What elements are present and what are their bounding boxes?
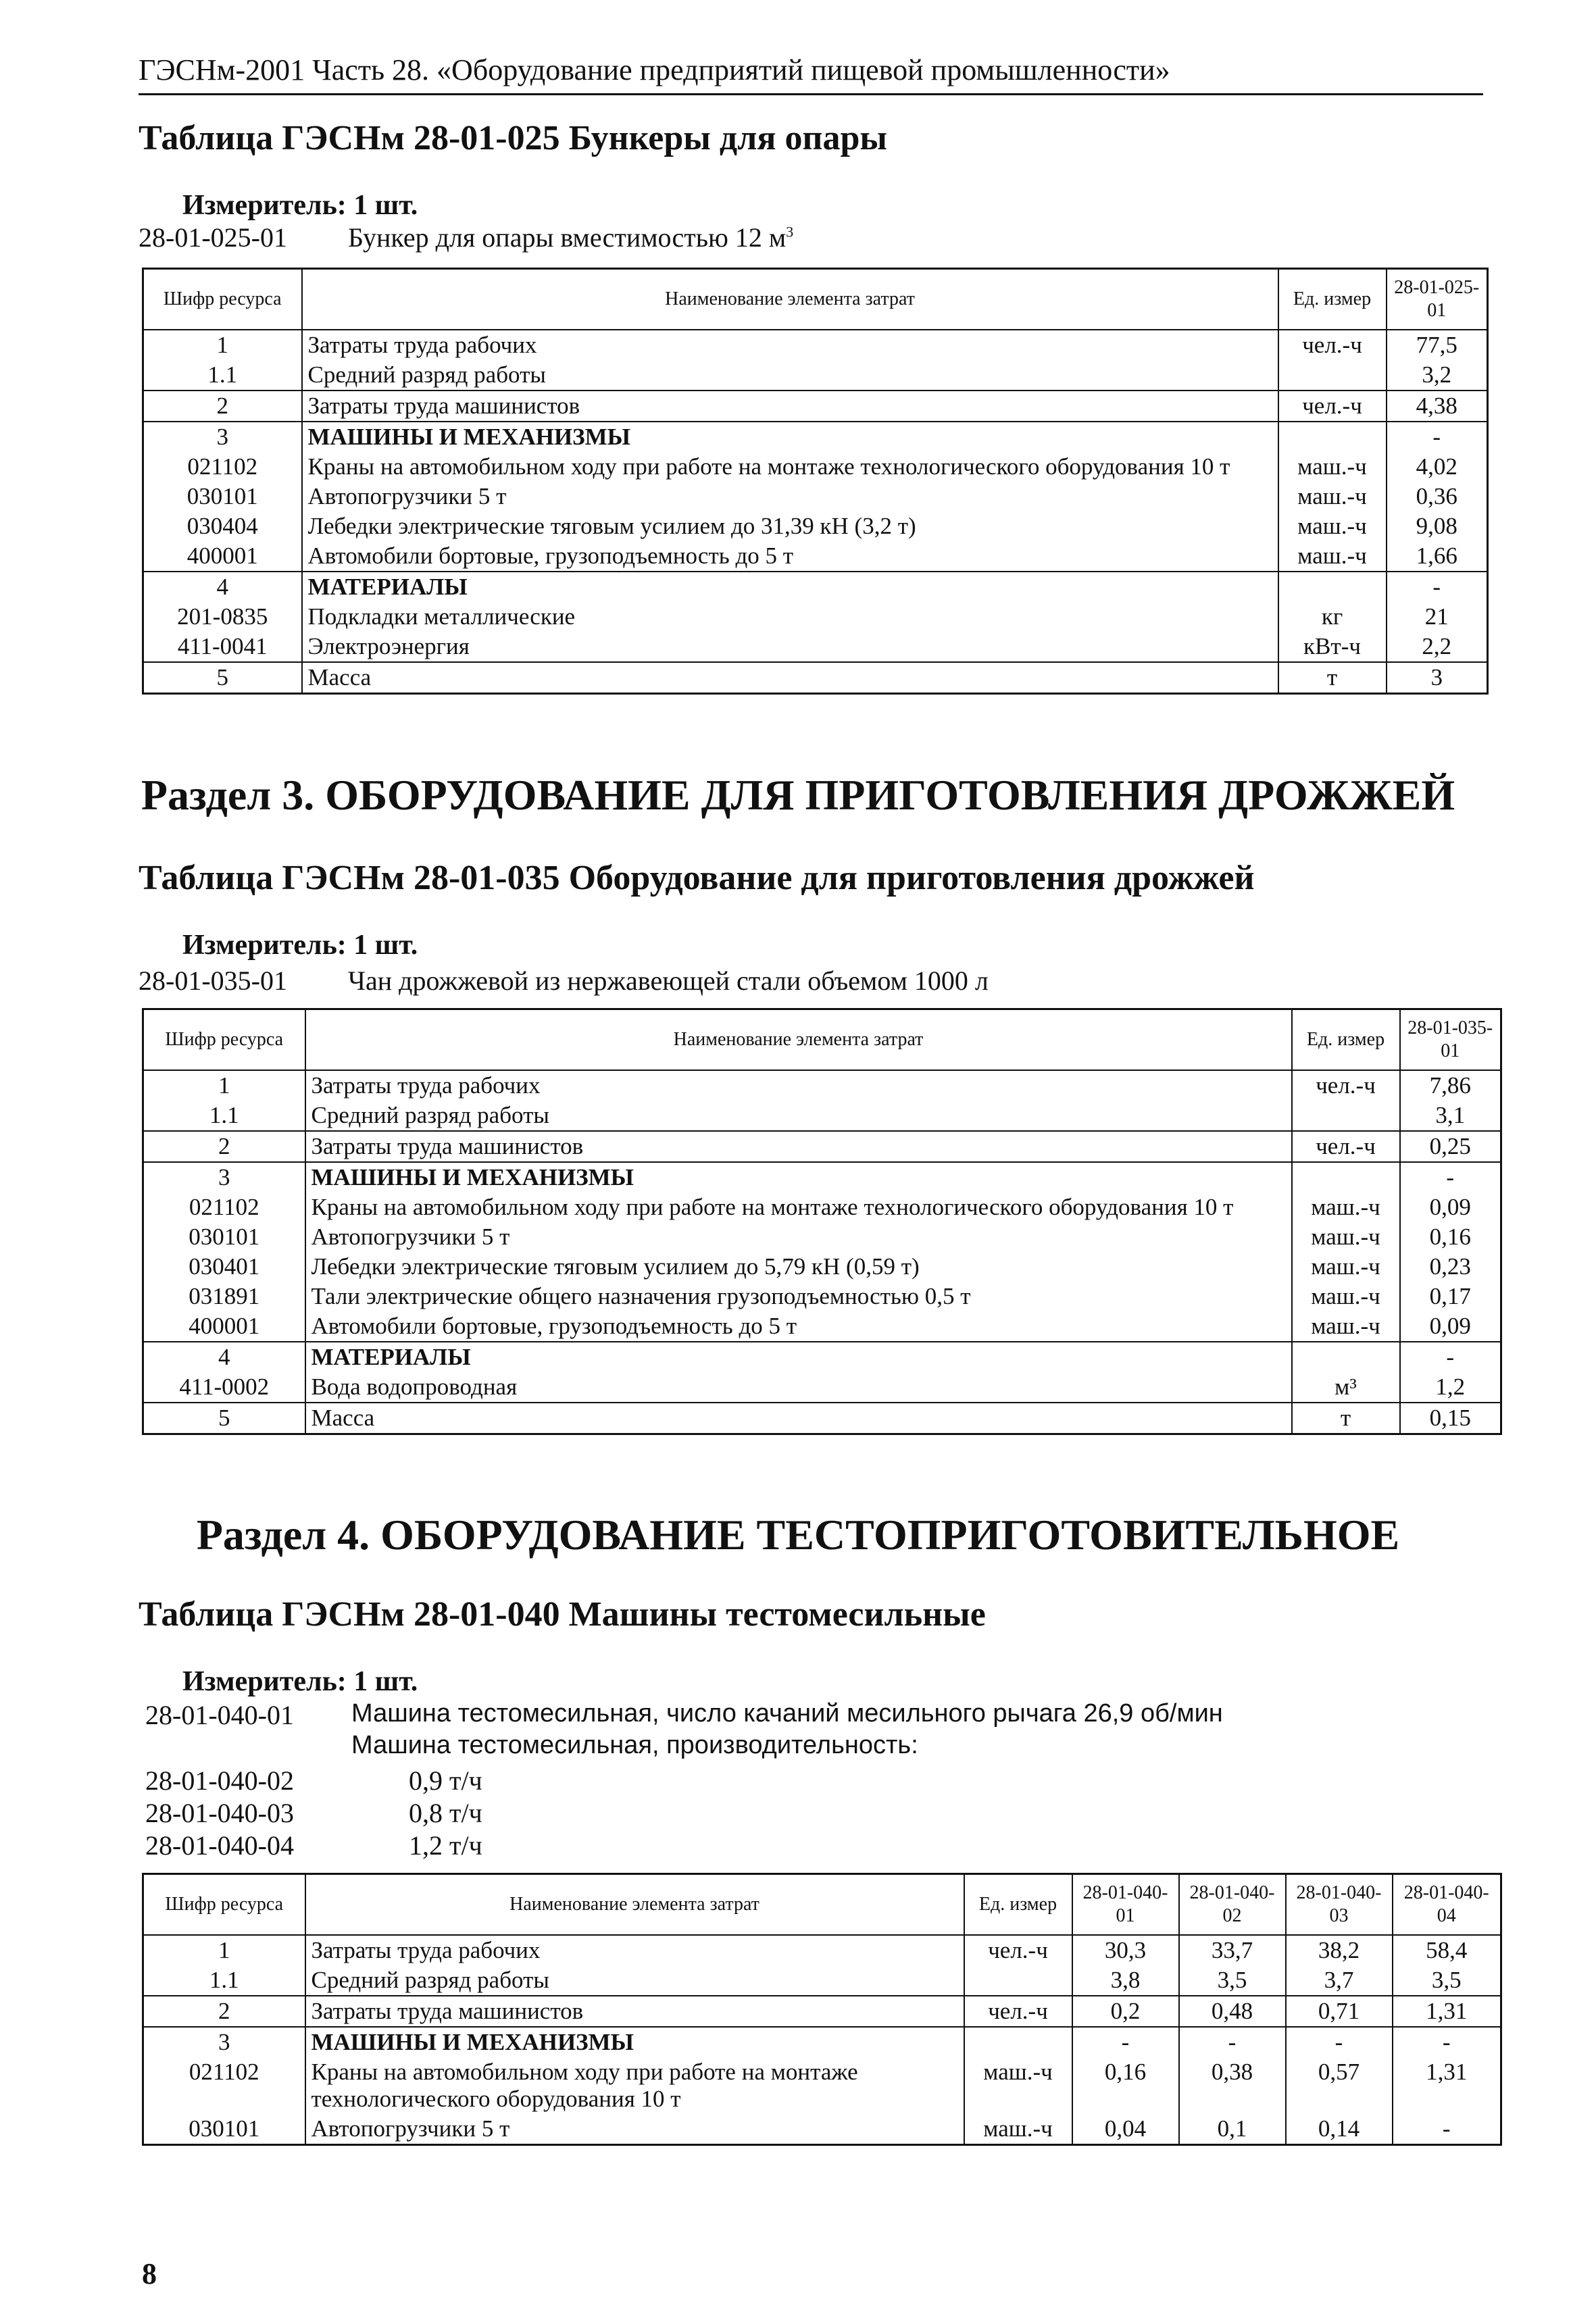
- table-row: [143, 482, 1488, 511]
- table-row: [143, 391, 1488, 422]
- measure-value: 1 шт.: [353, 930, 418, 961]
- row-code: 021102: [143, 1192, 305, 1222]
- table1-title: Таблица ГЭСНм 28-01-025 Бункеры для опары: [139, 119, 887, 157]
- col-value: 28-01-025-01: [1387, 269, 1488, 330]
- item-sup: 3: [786, 223, 794, 241]
- row-value: 0,23: [1400, 1252, 1501, 1282]
- row-name: МАШИНЫ И МЕХАНИЗМЫ: [302, 422, 1278, 452]
- row-code: 1.1: [143, 360, 302, 391]
- table2-measure: [182, 929, 418, 961]
- row-name: Автопогрузчики 5 т: [302, 482, 1278, 511]
- row-unit: т: [1292, 1403, 1400, 1434]
- table3-item-code-3: 28-01-040-02: [145, 1765, 294, 1796]
- row-name: Средний разряд работы: [305, 1965, 964, 1996]
- col-code: Шифр ресурса: [143, 269, 302, 330]
- col-code: Шифр ресурса: [143, 1009, 305, 1071]
- section3-title: Раздел 3. ОБОРУДОВАНИЕ ДЛЯ ПРИГОТОВЛЕНИЯ ДРОЖЖЕЙ: [141, 771, 1455, 819]
- col-name: Наименование элемента затрат: [305, 1009, 1292, 1071]
- measure-label: Измеритель:: [182, 930, 347, 961]
- row-value: 7,86: [1400, 1070, 1501, 1101]
- row-value-4: 3,5: [1393, 1965, 1501, 1996]
- row-name: Краны на автомобильном ходу при работе на монтаже технологического оборудования 10 т: [302, 452, 1278, 482]
- col-value-3: 28-01-040-03: [1286, 1874, 1393, 1936]
- row-value-2: 3,5: [1179, 1965, 1286, 1996]
- row-unit: т: [1278, 662, 1387, 694]
- row-unit: маш.-ч: [1278, 541, 1387, 572]
- table1-measure: [182, 189, 418, 222]
- row-value: -: [1387, 422, 1488, 452]
- row-value: -: [1400, 1342, 1501, 1372]
- row-name: Тали электрические общего назначения грузоподъемностью 0,5 т: [305, 1282, 1292, 1311]
- row-name: Средний разряд работы: [302, 360, 1278, 391]
- section4-title: Раздел 4. ОБОРУДОВАНИЕ ТЕСТОПРИГОТОВИТЕЛЬНОЕ: [196, 1511, 1400, 1559]
- row-unit: кВт-ч: [1278, 632, 1387, 662]
- row-name: МАТЕРИАЛЫ: [302, 572, 1278, 602]
- table-row: [143, 662, 1488, 694]
- table-row: [143, 452, 1488, 482]
- row-code: 400001: [143, 541, 302, 572]
- table-row: [143, 1996, 1501, 2027]
- table-row: [143, 2027, 1501, 2057]
- row-value: 0,17: [1400, 1282, 1501, 1311]
- row-name: Средний разряд работы: [305, 1101, 1292, 1131]
- row-unit: чел.-ч: [1278, 391, 1387, 422]
- row-value: 9,08: [1387, 511, 1488, 541]
- measure-label: Измеритель:: [182, 1666, 347, 1697]
- table-row: [143, 1372, 1501, 1403]
- row-value: 0,16: [1400, 1222, 1501, 1252]
- row-name: Подкладки металлические: [302, 602, 1278, 632]
- table-row: [143, 632, 1488, 662]
- row-value-2: 33,7: [1179, 1935, 1286, 1965]
- row-name: Масса: [305, 1403, 1292, 1434]
- row-value: 4,38: [1387, 391, 1488, 422]
- row-code: 030404: [143, 511, 302, 541]
- row-value: 3: [1387, 662, 1488, 694]
- row-name: МАТЕРИАЛЫ: [305, 1342, 1292, 1372]
- row-value-2: 0,48: [1179, 1996, 1286, 2027]
- row-code: 1: [143, 330, 302, 360]
- row-value-4: 1,31: [1393, 1996, 1501, 2027]
- table-row: [143, 1403, 1501, 1434]
- row-name: Автомобили бортовые, грузоподъемность до 5 т: [305, 1311, 1292, 1342]
- row-unit: маш.-ч: [1292, 1252, 1400, 1282]
- row-name: Затраты труда машинистов: [305, 1131, 1292, 1162]
- table-row: [143, 330, 1488, 360]
- row-name: Затраты труда машинистов: [302, 391, 1278, 422]
- row-unit: маш.-ч: [1278, 511, 1387, 541]
- row-name: МАШИНЫ И МЕХАНИЗМЫ: [305, 2027, 964, 2057]
- table1-resources: [142, 268, 1489, 695]
- row-code: 4: [143, 572, 302, 602]
- row-name: Краны на автомобильном ходу при работе на монтаже технологического оборудования 10 т: [305, 2057, 964, 2114]
- table3-item-name-5: 1,2 т/ч: [409, 1830, 482, 1861]
- row-name: Затраты труда машинистов: [305, 1996, 964, 2027]
- row-value-1: 0,16: [1072, 2057, 1179, 2114]
- row-unit: чел.-ч: [1292, 1070, 1400, 1101]
- table1-item: [139, 222, 793, 253]
- row-code: 400001: [143, 1311, 305, 1342]
- row-value-2: -: [1179, 2027, 1286, 2057]
- table3-resources: [142, 1873, 1502, 2146]
- row-value-3: 0,57: [1286, 2057, 1393, 2114]
- row-code: 201-0835: [143, 602, 302, 632]
- row-unit: [1292, 1101, 1400, 1131]
- row-value-4: -: [1393, 2114, 1501, 2145]
- row-code: 021102: [143, 2057, 305, 2114]
- row-name: Автомобили бортовые, грузоподъемность до 5 т: [302, 541, 1278, 572]
- table-row: [143, 2114, 1501, 2145]
- table-row: [143, 511, 1488, 541]
- table3-item-code-4: 28-01-040-03: [145, 1798, 294, 1828]
- table3-measure: [182, 1665, 418, 1698]
- row-value-3: 0,71: [1286, 1996, 1393, 2027]
- col-unit: Ед. измер: [964, 1874, 1072, 1936]
- row-unit: [964, 1965, 1072, 1996]
- row-code: 2: [143, 1996, 305, 2027]
- row-code: 3: [143, 1162, 305, 1192]
- row-value-3: 3,7: [1286, 1965, 1393, 1996]
- row-value: 0,09: [1400, 1192, 1501, 1222]
- row-value-2: 0,38: [1179, 2057, 1286, 2114]
- row-code: 411-0002: [143, 1372, 305, 1403]
- row-unit: кг: [1278, 602, 1387, 632]
- row-code: 5: [143, 662, 302, 694]
- row-value: 1,2: [1400, 1372, 1501, 1403]
- col-unit: Ед. измер: [1292, 1009, 1400, 1071]
- row-value: 3,2: [1387, 360, 1488, 391]
- page-header: ГЭСНм-2001 Часть 28. «Оборудование предприятий пищевой промышленности»: [139, 53, 1170, 86]
- table-row: [143, 1311, 1501, 1342]
- table3-title: Таблица ГЭСНм 28-01-040 Машины тестомесильные: [139, 1595, 986, 1634]
- item-code: 28-01-035-01: [139, 965, 287, 996]
- row-name: Вода водопроводная: [305, 1372, 1292, 1403]
- col-value-1: 28-01-040-01: [1072, 1874, 1179, 1936]
- row-code: 030101: [143, 482, 302, 511]
- row-value-1: 30,3: [1072, 1935, 1179, 1965]
- row-value-4: 58,4: [1393, 1935, 1501, 1965]
- row-unit: м³: [1292, 1372, 1400, 1403]
- table3-item-name-2: Машина тестомесильная, производительность:: [351, 1731, 918, 1759]
- row-value-4: 1,31: [1393, 2057, 1501, 2114]
- col-name: Наименование элемента затрат: [302, 269, 1278, 330]
- row-code: 031891: [143, 1282, 305, 1311]
- row-value-1: 3,8: [1072, 1965, 1179, 1996]
- row-value: 3,1: [1400, 1101, 1501, 1131]
- row-unit: маш.-ч: [1278, 482, 1387, 511]
- row-unit: [1278, 360, 1387, 391]
- row-name: Автопогрузчики 5 т: [305, 2114, 964, 2145]
- table-row: [143, 1192, 1501, 1222]
- table2-resources: [142, 1008, 1502, 1435]
- row-value: 0,15: [1400, 1403, 1501, 1434]
- row-name: Затраты труда рабочих: [305, 1070, 1292, 1101]
- row-value-1: 0,04: [1072, 2114, 1179, 2145]
- measure-value: 1 шт.: [353, 1666, 418, 1697]
- row-name: Лебедки электрические тяговым усилием до 5,79 кН (0,59 т): [305, 1252, 1292, 1282]
- table-row: [143, 1965, 1501, 1996]
- table-row: [143, 1222, 1501, 1252]
- row-value: 21: [1387, 602, 1488, 632]
- header-rule: [139, 93, 1483, 95]
- row-name: Электроэнергия: [302, 632, 1278, 662]
- page-number: 8: [142, 2257, 157, 2290]
- row-value-3: 0,14: [1286, 2114, 1393, 2145]
- row-value-1: -: [1072, 2027, 1179, 2057]
- table-row: [143, 602, 1488, 632]
- row-value: 0,09: [1400, 1311, 1501, 1342]
- row-value: 77,5: [1387, 330, 1488, 360]
- col-value-4: 28-01-040-04: [1393, 1874, 1501, 1936]
- item-code: 28-01-025-01: [139, 222, 287, 253]
- row-unit: маш.-ч: [964, 2114, 1072, 2145]
- row-value-3: -: [1286, 2027, 1393, 2057]
- row-value-1: 0,2: [1072, 1996, 1179, 2027]
- row-code: 3: [143, 422, 302, 452]
- row-code: 030101: [143, 2114, 305, 2145]
- row-value: -: [1387, 572, 1488, 602]
- table3-item-code-5: 28-01-040-04: [145, 1830, 294, 1861]
- table-row: [143, 2057, 1501, 2114]
- row-code: 2: [143, 1131, 305, 1162]
- row-code: 411-0041: [143, 632, 302, 662]
- row-unit: маш.-ч: [1292, 1282, 1400, 1311]
- row-value: 2,2: [1387, 632, 1488, 662]
- row-name: Масса: [302, 662, 1278, 694]
- table-row: [143, 1935, 1501, 1965]
- col-unit: Ед. измер: [1278, 269, 1387, 330]
- row-code: 4: [143, 1342, 305, 1372]
- table2-item: [139, 965, 989, 997]
- col-name: Наименование элемента затрат: [305, 1874, 964, 1936]
- row-code: 5: [143, 1403, 305, 1434]
- row-unit: [1278, 572, 1387, 602]
- table2-title: Таблица ГЭСНм 28-01-035 Оборудование для приготовления дрожжей: [139, 859, 1255, 897]
- col-code: Шифр ресурса: [143, 1874, 305, 1936]
- row-value-3: 38,2: [1286, 1935, 1393, 1965]
- row-value-2: 0,1: [1179, 2114, 1286, 2145]
- row-unit: маш.-ч: [1292, 1222, 1400, 1252]
- table-row: [143, 422, 1488, 452]
- row-name: Лебедки электрические тяговым усилием до 31,39 кН (3,2 т): [302, 511, 1278, 541]
- row-value: 0,25: [1400, 1131, 1501, 1162]
- row-unit: [1278, 422, 1387, 452]
- row-unit: чел.-ч: [1278, 330, 1387, 360]
- table3-item-name-3: 0,9 т/ч: [409, 1765, 482, 1796]
- table-row: [143, 1162, 1501, 1192]
- item-name: Чан дрожжевой из нержавеющей стали объемом 1000 л: [348, 965, 989, 996]
- row-unit: маш.-ч: [1278, 452, 1387, 482]
- row-code: 1.1: [143, 1965, 305, 1996]
- row-name: Краны на автомобильном ходу при работе на монтаже технологического оборудования 10 т: [305, 1192, 1292, 1222]
- table-row: [143, 541, 1488, 572]
- table3-item-name-1: Машина тестомесильная, число качаний месильного рычага 26,9 об/мин: [351, 1699, 1223, 1728]
- row-code: 1: [143, 1070, 305, 1101]
- col-value: 28-01-035-01: [1400, 1009, 1501, 1071]
- row-unit: маш.-ч: [964, 2057, 1072, 2114]
- item-name: Бункер для опары вместимостью 12 м: [348, 222, 787, 253]
- measure-value: 1 шт.: [353, 190, 418, 221]
- row-code: 1.1: [143, 1101, 305, 1131]
- row-code: 030401: [143, 1252, 305, 1282]
- row-value: 0,36: [1387, 482, 1488, 511]
- col-value-2: 28-01-040-02: [1179, 1874, 1286, 1936]
- row-unit: чел.-ч: [964, 1996, 1072, 2027]
- table-row: [143, 1252, 1501, 1282]
- row-name: Затраты труда рабочих: [305, 1935, 964, 1965]
- row-unit: чел.-ч: [1292, 1131, 1400, 1162]
- row-value: 1,66: [1387, 541, 1488, 572]
- measure-label: Измеритель:: [182, 190, 347, 221]
- row-value: -: [1400, 1162, 1501, 1192]
- row-code: 1: [143, 1935, 305, 1965]
- row-code: 021102: [143, 452, 302, 482]
- row-value: 4,02: [1387, 452, 1488, 482]
- table3-item-code-1: 28-01-040-01: [145, 1700, 294, 1730]
- row-name: Автопогрузчики 5 т: [305, 1222, 1292, 1252]
- row-unit: [964, 2027, 1072, 2057]
- table-row: [143, 1131, 1501, 1162]
- row-name: МАШИНЫ И МЕХАНИЗМЫ: [305, 1162, 1292, 1192]
- row-unit: [1292, 1162, 1400, 1192]
- row-code: 2: [143, 391, 302, 422]
- row-unit: [1292, 1342, 1400, 1372]
- table-row: [143, 1282, 1501, 1311]
- table-row: [143, 1342, 1501, 1372]
- row-code: 030101: [143, 1222, 305, 1252]
- row-unit: маш.-ч: [1292, 1311, 1400, 1342]
- row-name: Затраты труда рабочих: [302, 330, 1278, 360]
- table-row: [143, 1101, 1501, 1131]
- row-unit: маш.-ч: [1292, 1192, 1400, 1222]
- table3-item-name-4: 0,8 т/ч: [409, 1798, 482, 1828]
- row-code: 3: [143, 2027, 305, 2057]
- table-row: [143, 1070, 1501, 1101]
- table-row: [143, 360, 1488, 391]
- table-row: [143, 572, 1488, 602]
- row-unit: чел.-ч: [964, 1935, 1072, 1965]
- row-value-4: -: [1393, 2027, 1501, 2057]
